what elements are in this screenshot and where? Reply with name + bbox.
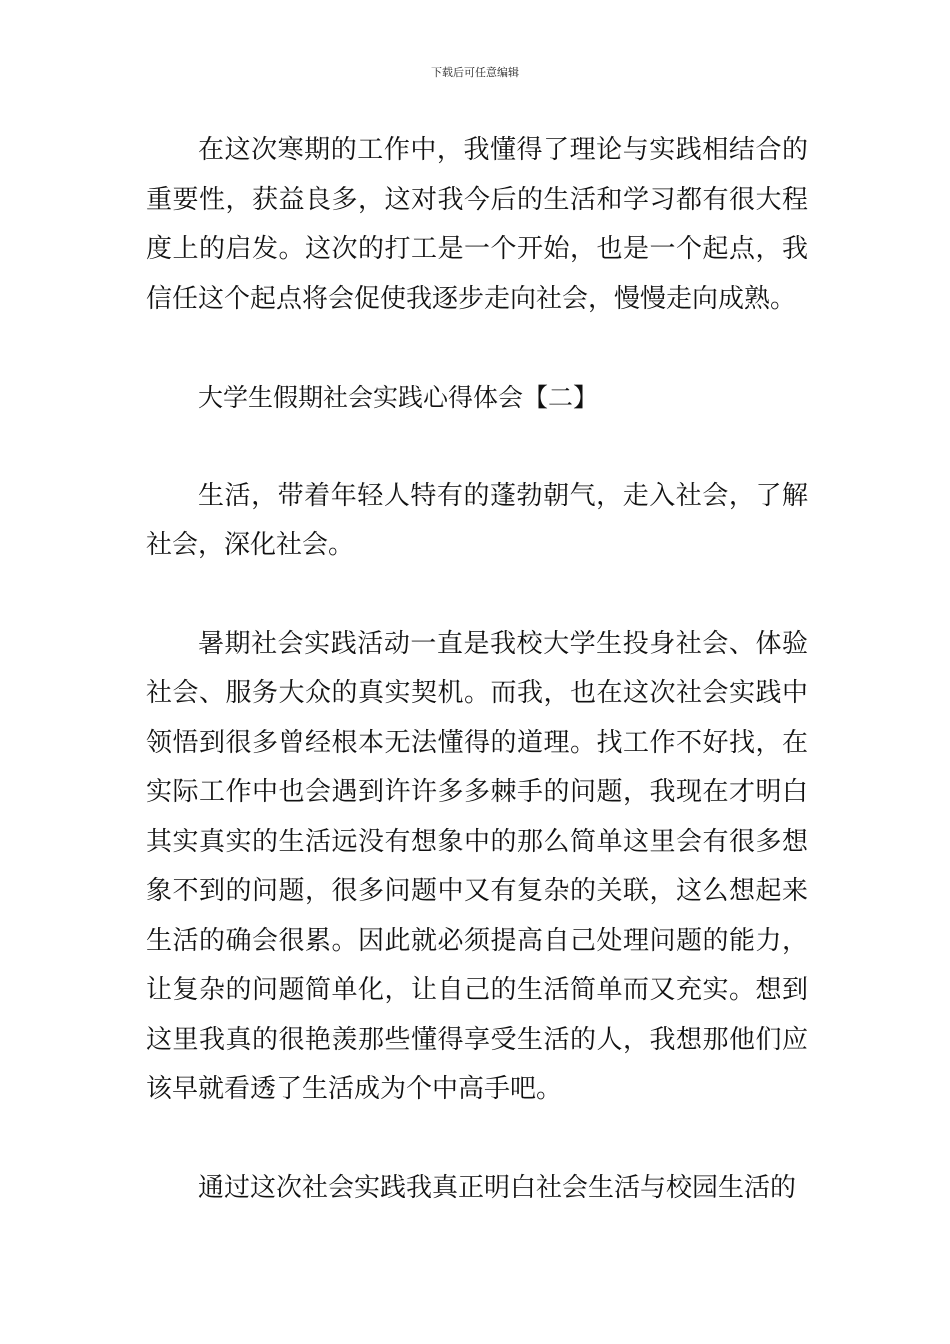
paragraph-1: 在这次寒期的工作中，我懂得了理论与实践相结合的重要性，获益良多，这对我今后的生活和学习都有很大程度上的启发。这次的打工是一个开始，也是一个起点，我信任这个起点将会促使我逐步走向社会，慢慢走向成熟。 [146,135,808,314]
paragraph-4: 通过这次社会实践我真正明白社会生活与校园生活的 [198,1172,797,1203]
paragraph-3: 暑期社会实践活动一直是我校大学生投身社会、体验社会、服务大众的真实契机。而我，也在这次社会实践中领悟到很多曾经根本无法懂得的道理。找工作不好找，在实际工作中也会遇到许许多多棘手的问题，我现在才明白其实真实的生活远没有想象中的那么简单这里会有很多想象不到的问题，很多问题中又有复杂的关联，这么想起来生活的确会很累。因此就必须提高自己处理问题的能力，让复杂的问题简单化，让自己的生活简单而又充实。想到这里我真的很艳羡那些懂得享受生活的人，我想那他们应该早就看透了生活成为个中高手吧。 [146,628,808,1104]
section-heading: 大学生假期社会实践心得体会【二】 [198,383,599,412]
document-body [146,126,808,1213]
page-header: 下载后可任意编辑 [431,66,519,79]
paragraph-2: 生活，带着年轻人特有的蓬勃朝气，走入社会，了解社会，深化社会。 [146,480,808,560]
